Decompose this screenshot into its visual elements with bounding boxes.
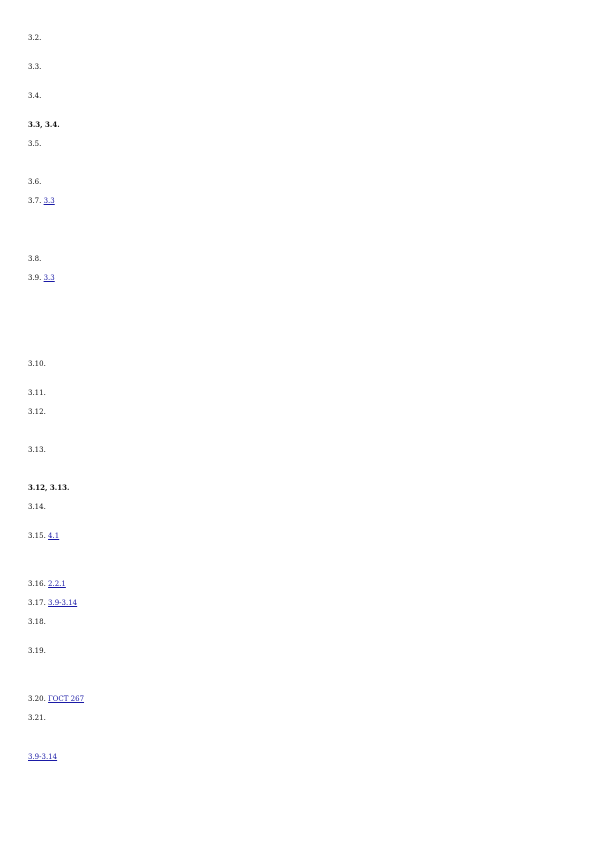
paragraph	[28, 177, 568, 187]
edition-note	[28, 120, 568, 130]
paragraph	[28, 14, 568, 24]
paragraph	[28, 139, 568, 149]
paragraph-number: 3.2.	[28, 34, 42, 42]
section-link[interactable]: 4.1	[48, 532, 60, 540]
paragraph	[28, 196, 568, 226]
paragraph-number: 3.18.	[28, 618, 46, 626]
paragraph	[28, 33, 568, 53]
paragraph	[28, 445, 568, 455]
paragraph	[28, 752, 568, 772]
paragraph	[28, 502, 568, 522]
paragraph-number: 3.5.	[28, 140, 42, 148]
paragraph	[28, 359, 568, 379]
section-link[interactable]: 3.3	[43, 274, 55, 282]
paragraph-number: 3.4.	[28, 92, 42, 100]
paragraph-number: 3.12, 3.13.	[28, 483, 70, 492]
standard-link[interactable]: ГОСТ 267	[48, 695, 85, 703]
paragraph-number: 3.14.	[28, 503, 46, 511]
paragraph	[28, 426, 568, 436]
paragraph	[28, 617, 568, 637]
paragraph-number: 3.16.	[28, 580, 46, 588]
paragraph	[28, 579, 568, 589]
paragraph-number: 3.13.	[28, 446, 46, 454]
document-page	[28, 14, 568, 781]
paragraph-number: 3.21.	[28, 714, 46, 722]
section-link[interactable]: 3.9-3.14	[48, 599, 78, 607]
paragraph-number: 3.19.	[28, 647, 46, 655]
paragraph-number: 3.17.	[28, 599, 46, 607]
paragraph-number: 3.15.	[28, 532, 46, 540]
paragraph-number: 3.8.	[28, 255, 42, 263]
paragraph-number: 3.12.	[28, 408, 46, 416]
paragraph	[28, 292, 568, 312]
paragraph	[28, 713, 568, 743]
paragraph	[28, 254, 568, 264]
paragraph	[28, 158, 568, 168]
paragraph-number: 3.7.	[28, 197, 42, 205]
paragraph-number: 3.11.	[28, 389, 46, 397]
paragraph	[28, 550, 568, 570]
paragraph	[28, 598, 568, 608]
paragraph-number: 3.9.	[28, 274, 42, 282]
paragraph-number: 3.3.	[28, 63, 42, 71]
paragraph	[28, 694, 568, 704]
paragraph-number: 3.6.	[28, 178, 42, 186]
paragraph	[28, 646, 568, 666]
section-link[interactable]: 3.3	[43, 197, 55, 205]
paragraph	[28, 91, 568, 111]
paragraph-number: 3.20.	[28, 695, 46, 703]
paragraph	[28, 531, 568, 541]
paragraph-number: 3.10.	[28, 360, 46, 368]
paragraph	[28, 273, 568, 283]
edition-note	[28, 235, 568, 245]
paragraph	[28, 321, 568, 331]
section-link[interactable]: 2.2.1	[48, 580, 66, 588]
paragraph	[28, 675, 568, 685]
edition-note	[28, 483, 568, 493]
paragraph	[28, 62, 568, 82]
paragraph	[28, 388, 568, 398]
edition-note	[28, 340, 568, 350]
section-link[interactable]: 3.9-3.14	[28, 753, 58, 761]
paragraph	[28, 464, 568, 474]
paragraph	[28, 407, 568, 417]
paragraph-number: 3.3, 3.4.	[28, 120, 60, 129]
